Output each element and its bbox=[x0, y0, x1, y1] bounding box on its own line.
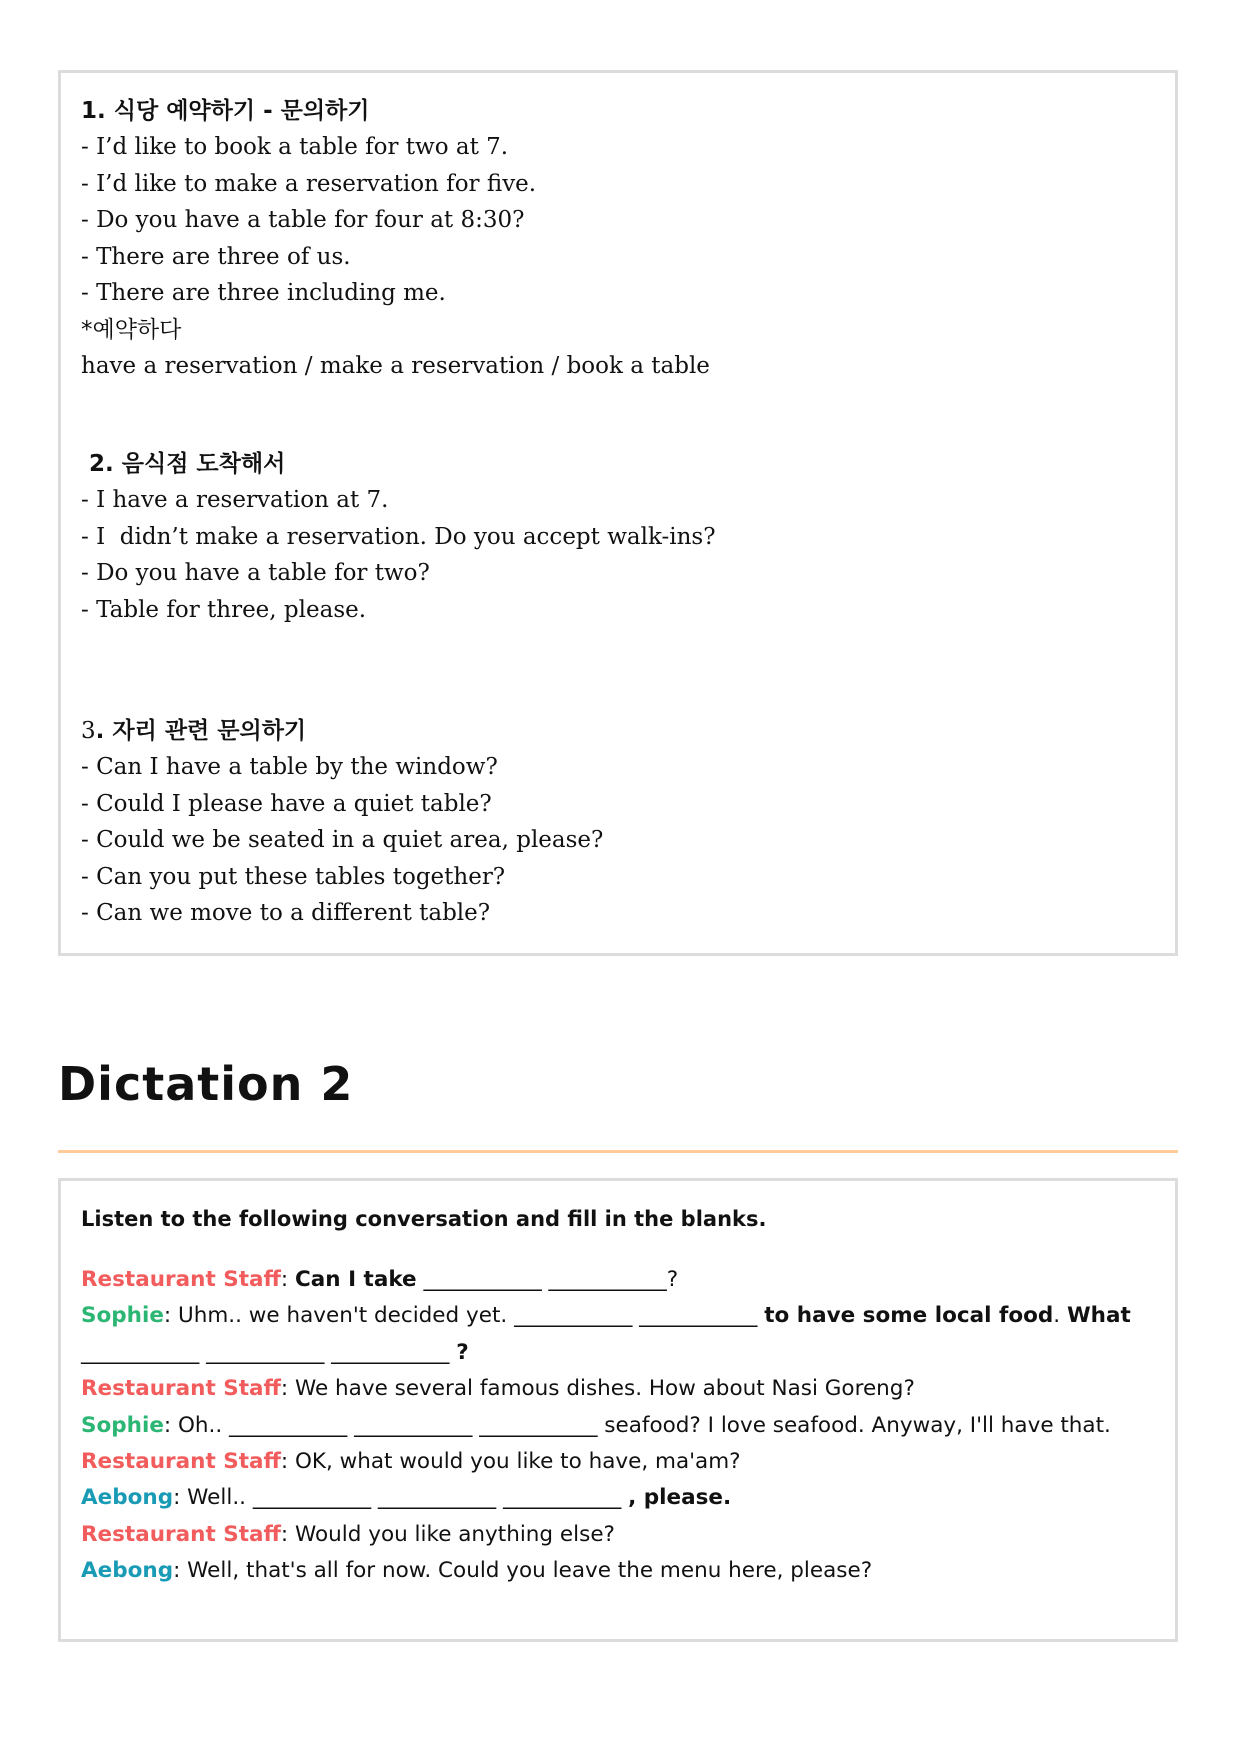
section-seating-requests bbox=[81, 713, 1155, 932]
expression-line: - Could I please have a quiet table? bbox=[81, 790, 492, 817]
dialogue-line bbox=[81, 1262, 1151, 1298]
speaker-name: Restaurant Staff bbox=[81, 1449, 281, 1475]
speaker-name: Restaurant Staff bbox=[81, 1521, 281, 1547]
dialogue-text: : Would you like anything else? bbox=[280, 1521, 615, 1547]
dictation-box bbox=[58, 1178, 1178, 1642]
dialogue bbox=[81, 1262, 1151, 1590]
expression-line: - Do you have a table for four at 8:30? bbox=[81, 207, 525, 234]
divider bbox=[58, 1150, 1178, 1153]
section-heading: 1. 식당 예약하기 - 문의하기 bbox=[81, 98, 370, 124]
section-heading bbox=[81, 713, 1155, 749]
dialogue-bold-text: to have some local food bbox=[764, 1303, 1054, 1329]
section-heading-text: . 자리 관련 문의하기 bbox=[95, 718, 307, 744]
speaker-name: Aebong bbox=[81, 1558, 174, 1584]
dialogue-line bbox=[81, 1553, 1151, 1589]
dialogue-line bbox=[81, 1371, 1151, 1407]
dialogue-line bbox=[81, 1298, 1151, 1371]
expression-line: - There are three of us. bbox=[81, 243, 351, 270]
dialogue-text: : Well.. ___________ ___________ ___________ bbox=[173, 1485, 629, 1511]
note-text: have a reservation / make a reservation / book a table bbox=[81, 352, 710, 379]
speaker-name: Sophie bbox=[81, 1412, 164, 1438]
expressions-box bbox=[58, 70, 1178, 956]
section-arriving-at-restaurant bbox=[81, 446, 1155, 628]
section-heading: 2. 음식점 도착해서 bbox=[81, 451, 286, 477]
expression-line: - Do you have a table for two? bbox=[81, 560, 430, 587]
dialogue-text: . bbox=[1053, 1303, 1067, 1329]
dialogue-text: : We have several famous dishes. How about Nasi Goreng? bbox=[280, 1376, 915, 1402]
dialogue-text: : Uhm.. we haven't decided yet. ___________ ___________ bbox=[163, 1303, 765, 1329]
expression-line: - I’d like to make a reservation for five. bbox=[81, 170, 537, 197]
speaker-name: Restaurant Staff bbox=[81, 1376, 281, 1402]
dictation-instruction: Listen to the following conversation and fill in the blanks. bbox=[81, 1207, 767, 1231]
expression-line: - There are three including me. bbox=[81, 280, 446, 307]
expression-line: - Can you put these tables together? bbox=[81, 863, 506, 890]
speaker-name: Restaurant Staff bbox=[81, 1267, 281, 1292]
dialogue-line bbox=[81, 1444, 1151, 1480]
expression-line: - I didn’t make a reservation. Do you accept walk-ins? bbox=[81, 523, 716, 550]
expression-line: - I’d like to book a table for two at 7. bbox=[81, 134, 509, 160]
dictation-title: Dictation 2 bbox=[58, 1057, 354, 1111]
dialogue-text: : bbox=[280, 1267, 295, 1292]
expression-line: - Could we be seated in a quiet area, please? bbox=[81, 827, 604, 854]
note-heading: *예약하다 bbox=[81, 316, 182, 343]
expression-line: - I have a reservation at 7. bbox=[81, 487, 389, 513]
section-restaurant-reservation bbox=[81, 93, 1155, 385]
dialogue-text: : Well, that's all for now. Could you leave the menu here, please? bbox=[173, 1558, 873, 1584]
dialogue-text: ___________ ___________ ___________ bbox=[81, 1339, 457, 1365]
dialogue-bold-text: What bbox=[1066, 1303, 1131, 1329]
dialogue-bold-text: , please. bbox=[628, 1485, 732, 1511]
dialogue-line bbox=[81, 1480, 1151, 1516]
dialogue-bold-text: Can I take bbox=[294, 1267, 417, 1292]
dialogue-text: : OK, what would you like to have, ma'am? bbox=[280, 1449, 741, 1475]
dialogue-bold-text: ? bbox=[456, 1339, 469, 1365]
dialogue-line bbox=[81, 1517, 1151, 1553]
speaker-name: Aebong bbox=[81, 1485, 174, 1511]
section-number: 3 bbox=[81, 718, 96, 744]
dialogue-line bbox=[81, 1408, 1151, 1444]
speaker-name: Sophie bbox=[81, 1303, 164, 1329]
expression-line: - Can we move to a different table? bbox=[81, 900, 491, 927]
dialogue-text: : Oh.. ___________ ___________ ___________ seafood? I love seafood. Anyway, I'll have that. bbox=[163, 1412, 1111, 1438]
dialogue-text: ___________ ___________? bbox=[416, 1267, 679, 1292]
expression-line: - Can I have a table by the window? bbox=[81, 754, 498, 780]
expression-line: - Table for three, please. bbox=[81, 596, 367, 623]
